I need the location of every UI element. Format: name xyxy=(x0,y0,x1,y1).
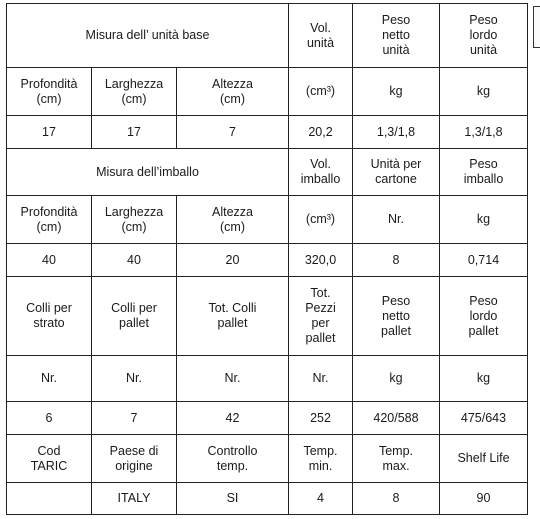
pallet-values-row xyxy=(7,402,528,435)
origin-header-row xyxy=(7,435,528,483)
base-unit-values-row xyxy=(7,116,528,149)
package-volume-value: 320,0 xyxy=(289,244,353,277)
package-title: Misura dell’imballo xyxy=(7,149,289,196)
base-unit-volume-unit: (cm³) xyxy=(289,68,353,116)
tot-colli-pallet-unit: Nr. xyxy=(177,356,289,402)
paese-origine-header: Paese di origine xyxy=(92,435,177,483)
package-weight-header: Peso imballo xyxy=(440,149,528,196)
shelf-life-header: Shelf Life xyxy=(440,435,528,483)
base-unit-gross-weight-header: Peso lordo unità xyxy=(440,4,528,68)
package-width-label: Larghezza (cm) xyxy=(92,196,177,244)
base-unit-header-row xyxy=(7,4,528,68)
package-depth-label: Profondità (cm) xyxy=(7,196,92,244)
paese-origine-value: ITALY xyxy=(92,483,177,515)
base-unit-net-weight-unit: kg xyxy=(353,68,440,116)
package-height-label: Altezza (cm) xyxy=(177,196,289,244)
package-width-value: 40 xyxy=(92,244,177,277)
base-unit-volume-header: Vol. unità xyxy=(289,4,353,68)
shelf-life-value: 90 xyxy=(440,483,528,515)
pallet-net-weight-value: 420/588 xyxy=(353,402,440,435)
colli-per-strato-header: Colli per strato xyxy=(7,277,92,356)
tot-pezzi-pallet-unit: Nr. xyxy=(289,356,353,402)
tot-pezzi-pallet-header: Tot. Pezzi per pallet xyxy=(289,277,353,356)
pallet-units-row xyxy=(7,356,528,402)
tot-colli-pallet-header: Tot. Colli pallet xyxy=(177,277,289,356)
package-units-row xyxy=(7,196,528,244)
units-per-carton-header: Unità per cartone xyxy=(353,149,440,196)
units-per-carton-value: 8 xyxy=(353,244,440,277)
cod-taric-value xyxy=(7,483,92,515)
tot-colli-pallet-value: 42 xyxy=(177,402,289,435)
temp-min-value: 4 xyxy=(289,483,353,515)
colli-per-pallet-unit: Nr. xyxy=(92,356,177,402)
temp-min-header: Temp. min. xyxy=(289,435,353,483)
package-volume-unit: (cm³) xyxy=(289,196,353,244)
base-unit-height-label: Altezza (cm) xyxy=(177,68,289,116)
temp-max-header: Temp. max. xyxy=(353,435,440,483)
package-volume-header: Vol. imballo xyxy=(289,149,353,196)
base-unit-volume-value: 20,2 xyxy=(289,116,353,149)
package-weight-unit: kg xyxy=(440,196,528,244)
units-per-carton-unit: Nr. xyxy=(353,196,440,244)
base-unit-net-weight-value: 1,3/1,8 xyxy=(353,116,440,149)
pallet-gross-weight-unit: kg xyxy=(440,356,528,402)
colli-per-strato-value: 6 xyxy=(7,402,92,435)
base-unit-width-label: Larghezza (cm) xyxy=(92,68,177,116)
controllo-temp-header: Controllo temp. xyxy=(177,435,289,483)
colli-per-pallet-value: 7 xyxy=(92,402,177,435)
package-values-row xyxy=(7,244,528,277)
base-unit-depth-value: 17 xyxy=(7,116,92,149)
base-unit-width-value: 17 xyxy=(92,116,177,149)
base-unit-height-value: 7 xyxy=(177,116,289,149)
base-unit-depth-label: Profondità (cm) xyxy=(7,68,92,116)
base-unit-net-weight-header: Peso netto unità xyxy=(353,4,440,68)
pallet-header-row xyxy=(7,277,528,356)
package-header-row xyxy=(7,149,528,196)
side-box xyxy=(533,6,540,48)
base-unit-gross-weight-value: 1,3/1,8 xyxy=(440,116,528,149)
origin-values-row xyxy=(7,483,528,515)
base-unit-gross-weight-unit: kg xyxy=(440,68,528,116)
tot-pezzi-pallet-value: 252 xyxy=(289,402,353,435)
pallet-gross-weight-value: 475/643 xyxy=(440,402,528,435)
pallet-net-weight-header: Peso netto pallet xyxy=(353,277,440,356)
colli-per-pallet-header: Colli per pallet xyxy=(92,277,177,356)
package-depth-value: 40 xyxy=(7,244,92,277)
cod-taric-header: Cod TARIC xyxy=(7,435,92,483)
controllo-temp-value: SI xyxy=(177,483,289,515)
pallet-net-weight-unit: kg xyxy=(353,356,440,402)
product-spec-table xyxy=(6,3,528,515)
temp-max-value: 8 xyxy=(353,483,440,515)
base-unit-units-row xyxy=(7,68,528,116)
colli-per-strato-unit: Nr. xyxy=(7,356,92,402)
pallet-gross-weight-header: Peso lordo pallet xyxy=(440,277,528,356)
package-weight-value: 0,714 xyxy=(440,244,528,277)
base-unit-title: Misura dell’ unità base xyxy=(7,4,289,68)
package-height-value: 20 xyxy=(177,244,289,277)
